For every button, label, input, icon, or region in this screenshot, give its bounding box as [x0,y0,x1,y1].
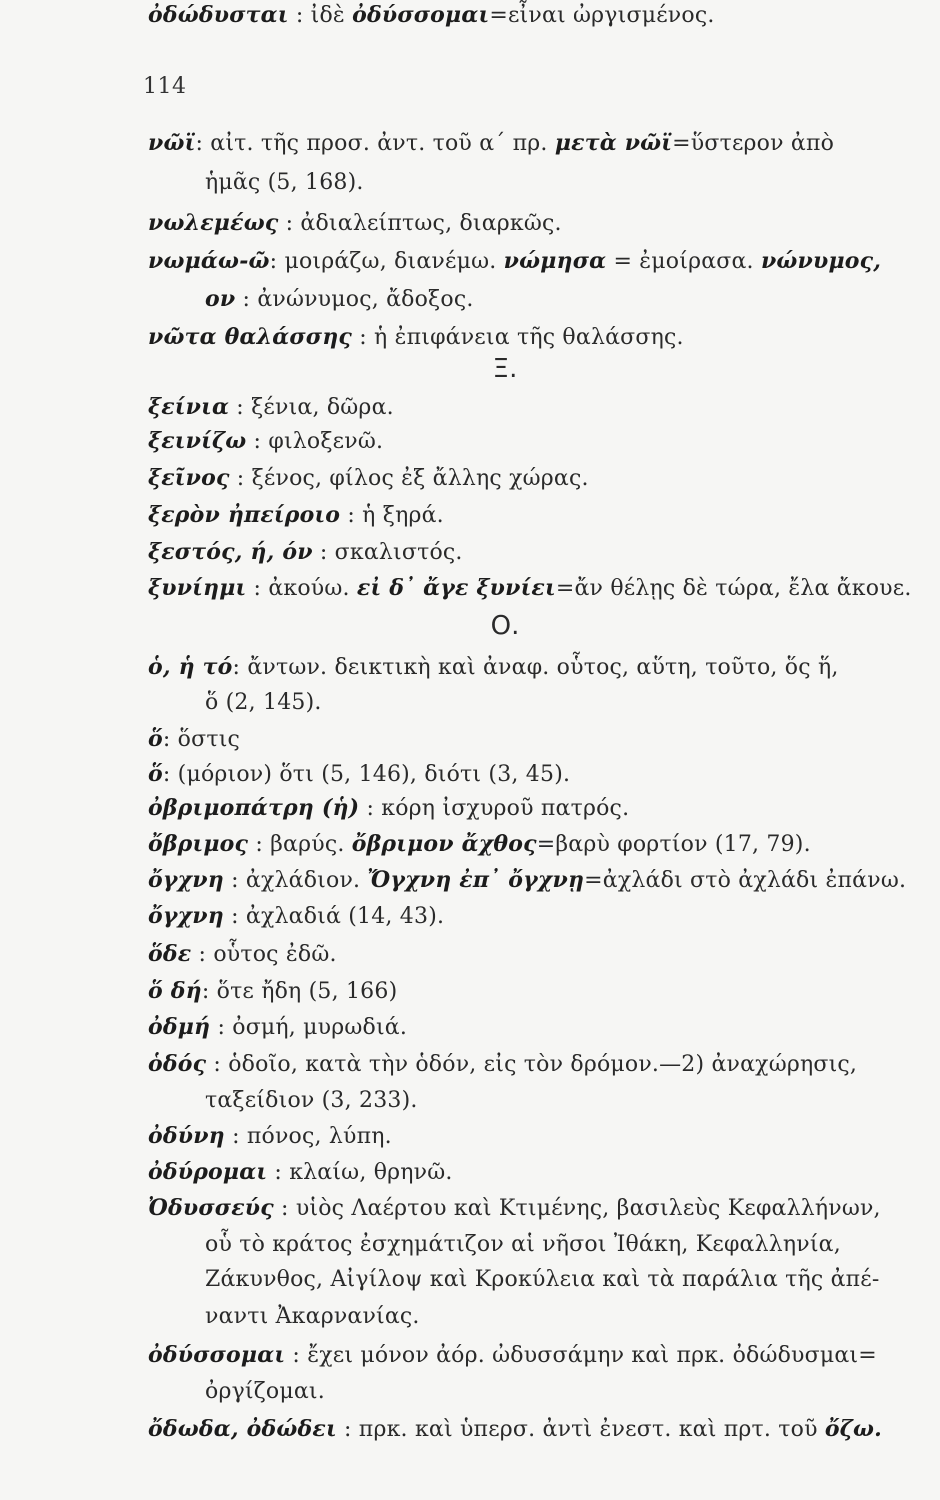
entry-line-odyssomai [148,1340,877,1371]
section-heading-section-xi: Ξ. [492,354,518,384]
headword: νῶτα θαλάσσης [148,324,352,350]
entry-line-xeinia [148,392,394,423]
definition-text: : πόνος, λύπη. [224,1124,392,1149]
entry-line-hode [148,939,337,970]
page-number: 114 [143,74,187,99]
headword: ξείνια [148,394,230,420]
headword: ξεστός, ή, όν [148,539,313,565]
entry-line-nolemeos [148,208,562,239]
headword: ὀδμή [148,1014,211,1040]
entry-line-ogchne1 [148,865,906,896]
headword: μετὰ νῶϊ [554,130,673,156]
definition-text: : φιλοξενῶ. [246,429,384,454]
definition-text: οὗ τὸ κράτος ἐσχημάτιζον αἱ νῆσοι Ἰθάκη, Κεφαλληνία, [205,1232,841,1257]
headword: ὅ δή [148,978,202,1004]
headword: νωμάω-ῶ [148,248,270,274]
definition-text: : κόρη ἰσχυροῦ πατρός. [359,796,630,821]
entry-line-ogchne2 [148,901,444,932]
entry-line-xeinizo [148,426,383,457]
definition-text: : ἀνώνυμος, ἄδοξος. [235,287,474,312]
definition-text: : ἀχλάδιον. [223,868,368,893]
entry-line-odme [148,1012,407,1043]
definition-text: : οὗτος ἐδῶ. [191,942,337,967]
entry-line-odysseus [148,1193,881,1224]
headword: ὄζω. [824,1416,882,1442]
headword: ξυνίημι [148,575,247,601]
definition-text: =ὕστερον ἀπὸ [672,131,835,156]
definition-text: : ἀκούω. [246,576,357,601]
entry-line-ho-rel [148,724,240,755]
definition-text: =εἶναι ὠργισμένος. [489,3,715,28]
definition-text: : υἱὸς Λαέρτου καὶ Κτιμένης, βασιλεὺς Κεφαλλήνων, [273,1196,881,1221]
entry-line-odyssomai-cont [205,1377,325,1407]
headword: ον [205,286,236,312]
definition-text: : ἰδὲ [288,3,353,28]
definition-text: : ἀδιαλείπτως, διαρκῶς. [278,211,562,236]
entry-line-ho-conj [148,759,570,790]
headword: νώνυμος, [760,248,882,274]
definition-text: : μοιράζω, διανέμω. [269,249,504,274]
entry-line-odysseus-c1 [205,1230,841,1260]
headword: ὀβριμοπάτρη (ἡ) [148,795,360,821]
definition-text: : ἡ ξηρά. [340,503,444,528]
headword: ὅ [148,726,163,752]
definition-text: =ἄν θέλῃς δὲ τώρα, ἔλα ἄκουε. [555,576,912,601]
headword: ὅδε [148,941,192,967]
definition-text: : ἀχλαδιά (14, 43). [223,904,445,929]
definition-text: : αἰτ. τῆς προσ. ἀντ. τοῦ α΄ πρ. [195,131,555,156]
entry-line-obrimos [148,829,811,860]
entry-line-xestos [148,537,463,568]
definition-text: ὀργίζομαι. [205,1379,325,1404]
entry-line-odyromai [148,1157,453,1188]
entry-line-hodos [148,1049,857,1080]
headword: εἰ δ᾽ ἄγε ξυνίει [356,575,556,601]
definition-text: : ὀσμή, μυρωδιά. [210,1015,408,1040]
headword: νῶϊ [148,130,196,156]
definition-text: : ὁδοῖο, κατὰ τὴν ὁδόν, εἰς τὸν δρόμον.—2) ἀναχώρησις, [206,1052,858,1077]
definition-text: : πρκ. καὶ ὑπερσ. ἀντὶ ἐνεστ. καὶ πρτ. τοῦ [336,1417,825,1442]
definition-text: : ὅτε ἤδη (5, 166) [201,979,398,1004]
entry-line-odysseus-c3 [205,1302,420,1332]
headword: νωλεμέως [148,210,279,236]
entry-line-odysseus-c2 [205,1265,880,1295]
headword: ὀδύσσομαι [352,2,490,28]
definition-text: : ξένος, φίλος ἐξ ἄλλης χώρας. [229,466,589,491]
definition-text: : ὅστις [162,727,241,752]
definition-text: ναντι Ἀκαρνανίας. [205,1304,420,1329]
headword: ὀδύνη [148,1123,225,1149]
headword: Ὄγχνη ἐπ᾽ ὄγχνῃ [367,867,585,893]
definition-text: : κλαίω, θρηνῶ. [267,1160,453,1185]
entry-line-xyniemi [148,573,912,604]
headword: ὀδώδυσται [148,2,289,28]
definition-text: : ξένια, δῶρα. [229,395,394,420]
headword: ὄβριμον ἄχθος [351,831,537,857]
entry-line-odyne [148,1121,392,1152]
entry-line-xeinos [148,463,589,494]
headword: ὅ [148,761,163,787]
headword: ὁ, ἡ τό [148,654,233,680]
definition-text: ταξείδιον (3, 233). [205,1088,418,1113]
definition-text: =βαρὺ φορτίον (17, 79). [536,832,811,857]
definition-text: ἡμᾶς (5, 168). [205,170,364,195]
headword: ξερὸν ἠπείροιο [148,502,341,528]
headword: ὄδωδα, ὀδώδει [148,1416,337,1442]
definition-text: : ἔχει μόνον ἀόρ. ὠδυσσάμην καὶ πρκ. ὀδώδυσμαι= [285,1343,877,1368]
headword: ξεῖνος [148,465,230,491]
entry-line-ho [148,652,839,683]
headword: Ὀδυσσεύς [148,1195,274,1221]
headword: ὀδύσσομαι [148,1342,286,1368]
definition-text: : βαρύς. [248,832,352,857]
entry-line-xeron [148,500,444,531]
headword: ὄγχνη [148,867,224,893]
headword: νώμησα [503,248,607,274]
headword: ξεινίζω [148,428,247,454]
definition-text: : ἡ ἐπιφάνεια τῆς θαλάσσης. [352,325,684,350]
definition-text: ὅ (2, 145). [205,690,322,715]
definition-text: = ἐμοίρασα. [606,249,761,274]
entry-line-nomao [148,246,881,277]
definition-text: =ἀχλάδι στὸ ἀχλάδι ἐπάνω. [584,868,907,893]
headword: ὄγχνη [148,903,224,929]
definition-text: Ζάκυνθος, Αἰγίλοψ καὶ Κροκύλεια καὶ τὰ παράλια τῆς ἀπέ- [205,1267,880,1292]
entry-line-noi [148,128,834,159]
headword: ὁδός [148,1051,207,1077]
definition-text: : (μόριον) ὅτι (5, 146), διότι (3, 45). [162,762,571,787]
section-heading-section-o: Ο. [490,611,520,641]
entry-line-nota [148,322,684,353]
headword: ὀδύρομαι [148,1159,268,1185]
entry-line-nomao-cont [205,284,474,315]
definition-text: : ἄντων. δεικτικὴ καὶ ἀναφ. οὗτος, αὕτη, τοῦτο, ὅς ἥ, [232,655,839,680]
entry-line-noi-cont [205,168,364,198]
headword: ὄβριμος [148,831,249,857]
entry-line-ododa [148,1414,882,1445]
entry-line-hodos-cont [205,1086,418,1116]
definition-text: : σκαλιστός. [312,540,463,565]
entry-line-ododystai [148,0,715,31]
entry-line-ho-cont [205,688,322,718]
entry-line-obrimopatre [148,793,629,824]
entry-line-ho-de [148,976,397,1007]
